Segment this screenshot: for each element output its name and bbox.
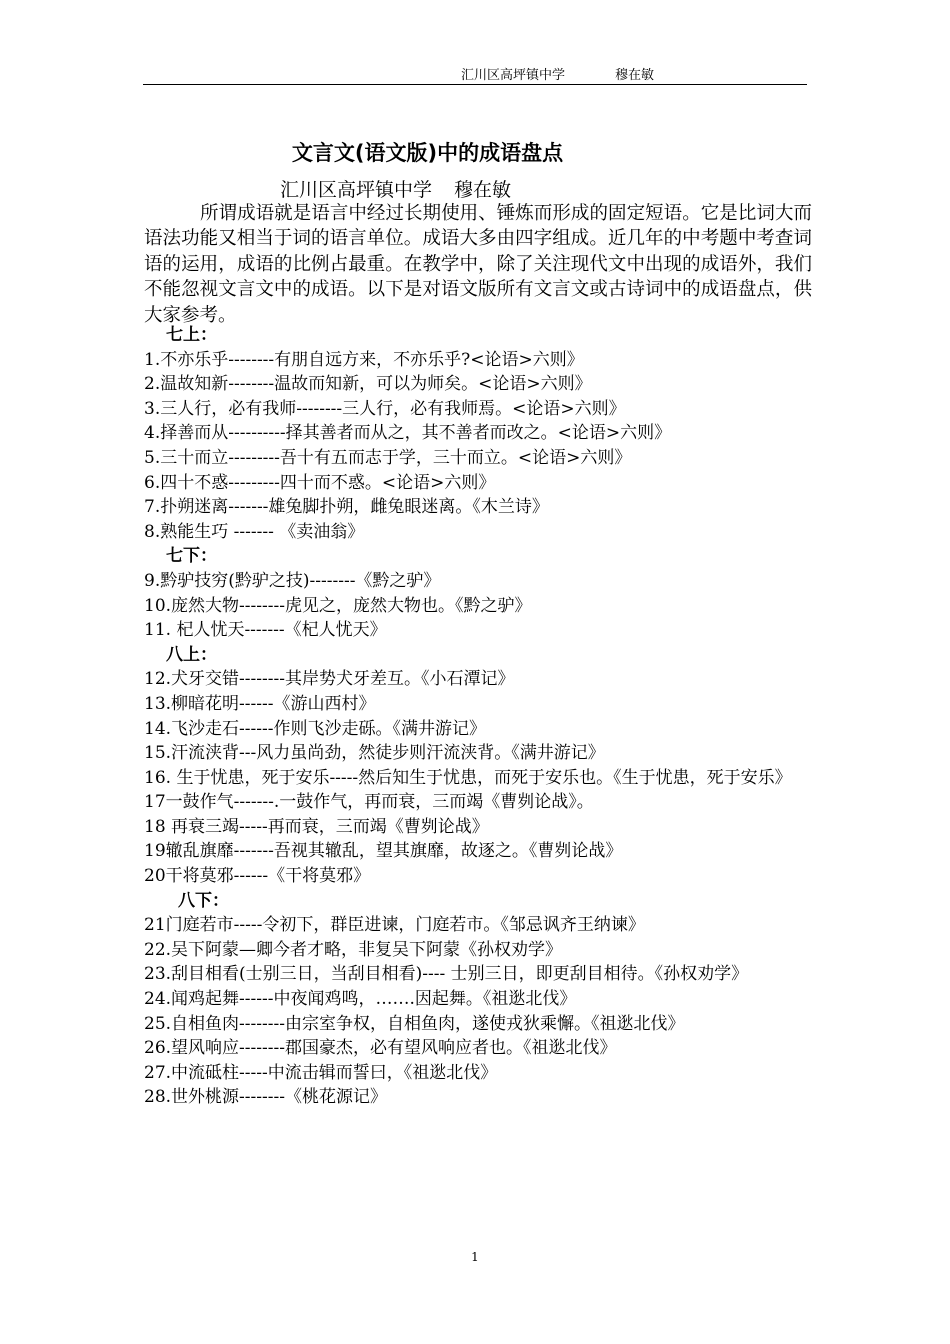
list-item: 10.庞然大物--------虎见之，庞然大物也。《黔之驴》 [144,595,532,616]
section-heading: 七上： [166,325,217,345]
list-item: 6.四十不惑---------四十而不惑。<论语>六则》 [144,472,496,493]
list-item: 18 再衰三竭-----再而衰，三而竭《曹刿论战》 [144,816,489,837]
byline-school: 汇川区高坪镇中学 [280,179,433,201]
header-author: 穆在敏 [615,68,655,83]
list-item: 20干将莫邪------《干将莫邪》 [144,866,371,887]
list-item: 25.自相鱼肉--------由宗室争权，自相鱼肉，遂使戎狄乘懈。《祖逖北伐》 [144,1013,685,1034]
list-item: 19辙乱旗靡-------吾视其辙乱，望其旗靡，故逐之。《曹刿论战》 [144,841,623,862]
list-item: 12.犬牙交错--------其岸势犬牙差互。《小石潭记》 [144,669,515,690]
list-item: 27.中流砥柱-----中流击辑而誓曰，《祖逖北伐》 [144,1062,498,1083]
list-item: 15.汗流浃背---风力虽尚劲，然徒步则汗流浃背。《满井游记》 [144,743,605,764]
list-item: 9.黔驴技穷(黔驴之技)--------《黔之驴》 [144,570,441,591]
page-header [143,64,807,85]
section-heading: 八上： [166,644,217,665]
list-item: 24.闻鸡起舞------中夜闻鸡鸣，…….因起舞。《祖逖北伐》 [144,989,577,1010]
section-heading: 八下： [178,890,229,911]
list-item: 16. 生于忧患，死于安乐-----然后知生于忧患，而死于安乐也。《生于忧患，死于安乐》 [144,767,792,788]
intro-paragraph: 所谓成语就是语言中经过长期使用、锤炼而形成的固定短语。它是比词大而语法功能又相当于词的语言单位。成语大多由四字组成。近几年的中考题中考查词语的运用，成语的比例占最重。在教学中，除了关注现代文中出现的成语外，我们不能忽视文言文中的成语。以下是对语文版所有文言文或古诗词中的成语盘点，供大家参考。 [144,203,812,326]
idiom-list [144,323,812,1110]
list-item: 28.世外桃源--------《桃花源记》 [144,1087,387,1108]
document-title: 文言文(语文版)中的成语盘点 [291,141,564,165]
list-item: 11. 杞人忧天-------《杞人忧天》 [144,620,387,641]
list-item: 14.飞沙走石------作则飞沙走砾。《满井游记》 [144,718,486,739]
list-item: 21门庭若市-----令初下，群臣进谏，门庭若市。《邹忌讽齐王纳谏》 [144,915,645,936]
list-item: 13.柳暗花明------《游山西村》 [144,693,376,714]
list-item: 8.熟能生巧 ------- 《卖油翁》 [144,521,365,542]
list-item: 7.扑朔迷离-------雄兔脚扑朔，雌兔眼迷离。《木兰诗》 [144,497,549,518]
byline [280,175,511,202]
page-number: 1 [471,1250,479,1264]
section-heading: 七下： [166,546,217,567]
list-item: 3.三人行，必有我师--------三人行，必有我师焉。<论语>六则》 [144,398,626,419]
list-item: 17一鼓作气-------.一鼓作气，再而衰，三而竭《曹刿论战》。 [144,792,594,813]
list-item: 1.不亦乐乎--------有朋自远方来，不亦乐乎?<论语>六则》 [144,349,584,370]
list-item: 5.三十而立---------吾十有五而志于学，三十而立。<论语>六则》 [144,447,632,468]
list-item: 4.择善而从----------择其善者而从之，其不善者而改之。<论语>六则》 [144,423,672,444]
list-item: 2.温故知新--------温故而知新，可以为师矣。<论语>六则》 [144,374,592,395]
header-school: 汇川区高坪镇中学 [461,68,566,83]
byline-author: 穆在敏 [454,179,512,201]
list-item: 26.望风响应--------郡国豪杰，必有望风响应者也。《祖逖北伐》 [144,1038,617,1059]
list-item: 23.刮目相看(士别三日，当刮目相看)---- 士别三日，即更刮目相待。《孙权劝学》 [144,964,749,985]
list-item: 22.吴下阿蒙—卿今者才略，非复吴下阿蒙《孙权劝学》 [144,939,563,960]
